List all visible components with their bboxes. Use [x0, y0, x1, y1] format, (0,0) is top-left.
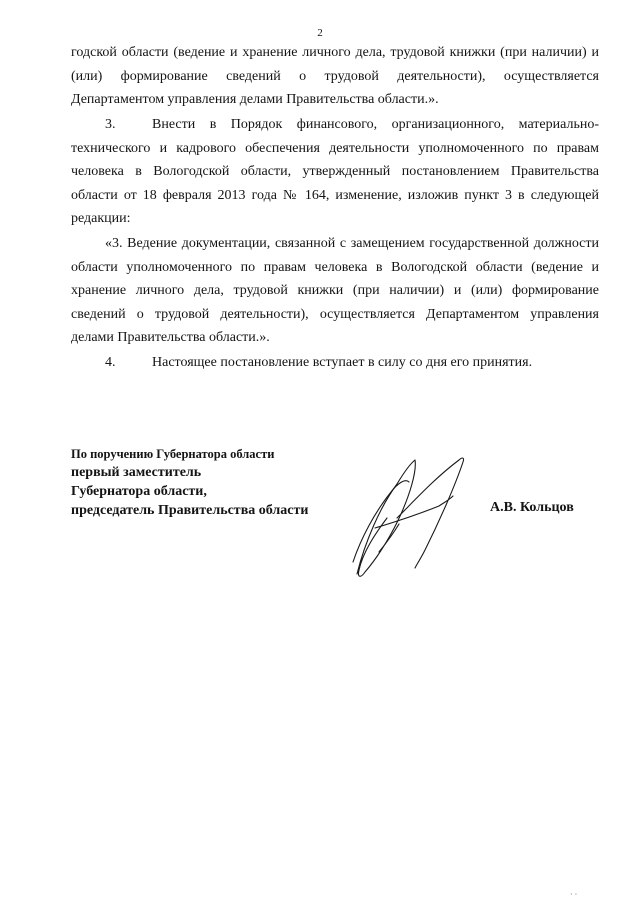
- footer-marks: · ·: [570, 890, 578, 899]
- item-3-paragraph: [71, 113, 599, 231]
- signer-name: А.В. Кольцов: [490, 500, 574, 515]
- document-body: [71, 41, 599, 375]
- item-3-number: 3.: [105, 117, 116, 132]
- item-3-quoted-text: «3. Ведение документации, связанной с замещением государственной должности области уполномоченного по правам человека в Вологодской области (ведение и хранение личного дела, трудовой книжки (при наличии) и (или) формирование сведений о трудовой деятельности), осуществляется Департаментом управления делами Правительства области.».: [71, 236, 599, 345]
- signature-authority-line: По поручению Губернатора области: [71, 447, 275, 461]
- handwritten-signature: [335, 452, 485, 582]
- item-3-text: Внести в Порядок финансового, организационного, материально-технического и кадрового обеспечения деятельности уполномоченного по правам человека в Вологодской области, утвержденный постановлением Правительства области от 18 февраля 2013 года № 164, изменение, изложив пункт 3 в следующей редакции:: [71, 117, 599, 226]
- item-4-number: 4.: [105, 355, 116, 370]
- continuation-paragraph: годской области (ведение и хранение личного дела, трудовой книжки (при наличии) и (или) формирование сведений о трудовой деятельности), осуществляется Департаментом управления делами Правительства области.».: [71, 45, 599, 107]
- page-number: 2: [317, 27, 323, 39]
- signature-title-line-2: Губернатора области,: [71, 484, 207, 499]
- item-4-paragraph: [71, 351, 599, 375]
- signature-title-line-1: первый заместитель: [71, 465, 202, 480]
- signature-title-line-3: председатель Правительства области: [71, 503, 309, 518]
- item-4-text: Настоящее постановление вступает в силу со дня его принятия.: [152, 355, 533, 370]
